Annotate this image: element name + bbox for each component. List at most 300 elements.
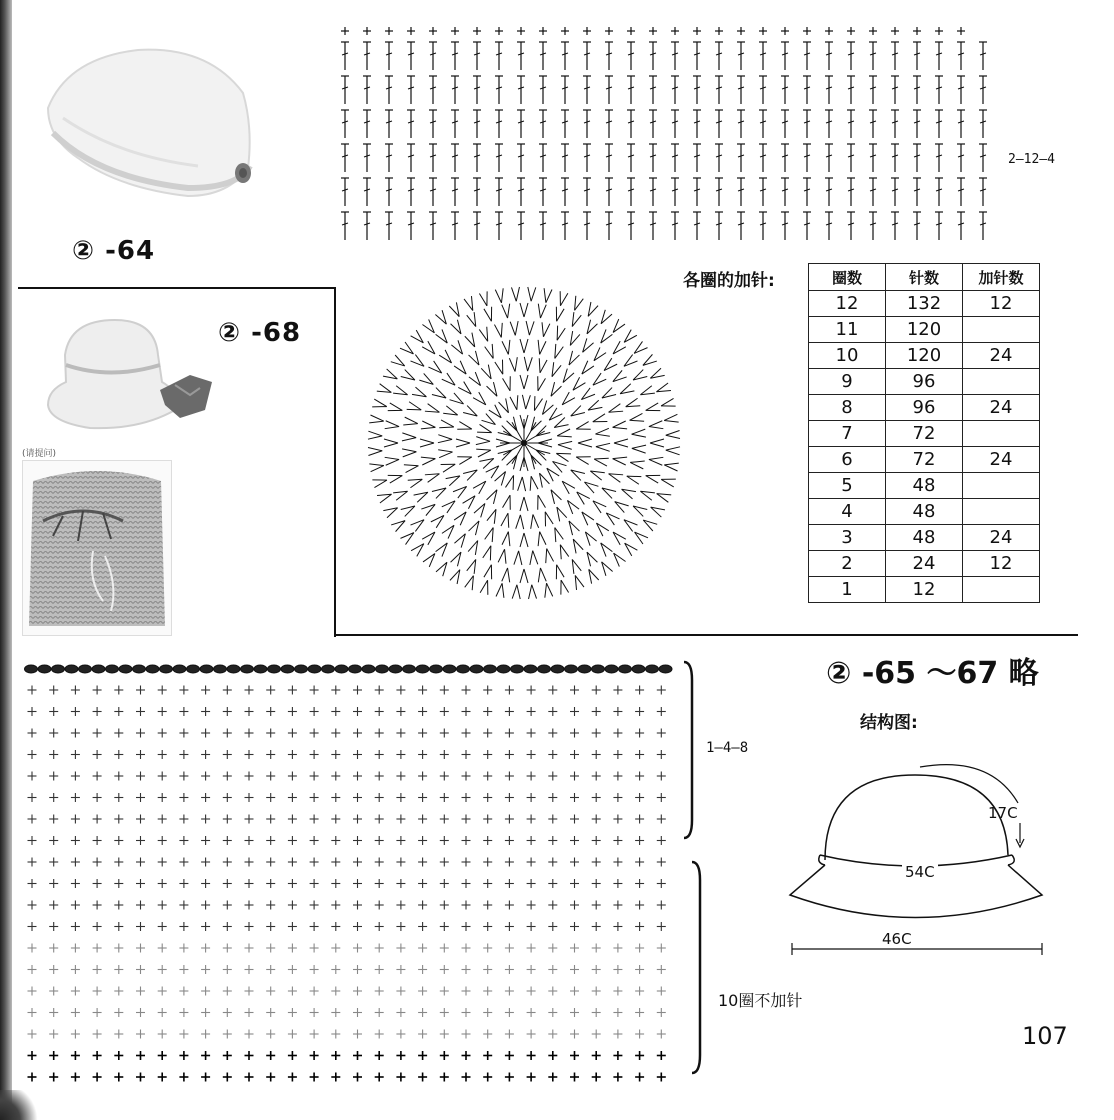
single-crochet-mark <box>28 1051 37 1060</box>
single-crochet-mark <box>266 965 275 974</box>
single-crochet-mark <box>331 729 340 738</box>
double-crochet-mark <box>341 144 349 172</box>
table-row <box>809 395 1040 421</box>
round-stitch-mark <box>401 506 415 516</box>
chain-stitch-mark <box>281 665 294 673</box>
chain-stitch-mark <box>133 665 146 673</box>
chain-stitch-mark <box>241 665 254 673</box>
round-stitch-mark <box>422 319 434 332</box>
single-crochet-mark <box>440 1073 449 1082</box>
single-crochet-mark <box>223 965 232 974</box>
single-crochet-mark <box>505 858 514 867</box>
double-crochet-mark <box>385 144 393 172</box>
single-crochet-mark <box>114 965 123 974</box>
double-crochet-mark <box>473 110 481 138</box>
round-stitch-mark <box>556 565 564 580</box>
round-stitch-mark <box>502 304 510 318</box>
single-crochet-mark <box>548 987 557 996</box>
increase-cell: 24 <box>963 343 1040 369</box>
single-crochet-mark <box>331 793 340 802</box>
single-crochet-mark <box>201 1030 210 1039</box>
single-crochet-mark <box>266 879 275 888</box>
double-crochet-mark <box>539 178 547 206</box>
round-stitch-mark <box>458 382 471 394</box>
single-crochet-mark <box>331 750 340 759</box>
round-stitch-mark <box>428 361 441 373</box>
single-crochet-mark <box>353 750 362 759</box>
round-stitch-mark <box>593 501 606 513</box>
single-crochet-mark <box>613 1030 622 1039</box>
double-crochet-mark <box>935 76 943 104</box>
single-crochet-mark <box>223 901 232 910</box>
increase-table-title: 各圈的加针: <box>683 271 775 291</box>
round-stitch-mark <box>554 418 568 428</box>
single-crochet-mark <box>657 750 666 759</box>
single-crochet-mark <box>483 1008 492 1017</box>
round-stitch-mark <box>425 474 440 483</box>
round-stitch-mark <box>602 562 613 576</box>
round-stitch-mark <box>442 501 455 513</box>
round-cell: 2 <box>809 551 886 577</box>
round-stitch-mark <box>467 312 476 326</box>
round-stitch-mark <box>649 421 663 429</box>
single-crochet-mark <box>440 858 449 867</box>
single-crochet-mark <box>592 793 601 802</box>
single-crochet-mark <box>635 987 644 996</box>
double-crochet-mark <box>385 212 393 240</box>
double-crochet-mark <box>583 76 591 104</box>
chain-stitch-mark <box>578 665 591 673</box>
chain-stitch-mark <box>349 665 362 673</box>
single-crochet-mark <box>310 944 319 953</box>
single-crochet-mark <box>396 686 405 695</box>
single-crochet-mark <box>136 1030 145 1039</box>
single-crochet-mark <box>440 772 449 781</box>
single-crochet-mark <box>71 1051 80 1060</box>
single-crochet-mark <box>49 858 58 867</box>
round-stitch-mark <box>547 468 559 481</box>
double-crochet-mark <box>913 76 921 104</box>
round-stitch-mark <box>438 435 452 443</box>
chain-stitch-mark <box>632 665 645 673</box>
figure-label-65-67: ② -65 ～67 略 <box>826 656 1039 691</box>
single-crochet-mark <box>310 686 319 695</box>
round-stitch-mark <box>423 554 435 567</box>
hat-photo-64 <box>38 38 268 208</box>
hat-photo-68 <box>40 310 220 440</box>
round-stitch-mark <box>613 457 627 465</box>
double-crochet-mark <box>825 178 833 206</box>
single-crochet-mark <box>527 1008 536 1017</box>
single-crochet-mark <box>483 1073 492 1082</box>
round-stitch-mark <box>425 404 440 413</box>
single-crochet-mark <box>179 1073 188 1082</box>
single-crochet-mark <box>179 901 188 910</box>
single-crochet-mark <box>114 836 123 845</box>
round-stitch-mark <box>664 463 678 471</box>
double-crochet-mark <box>627 110 635 138</box>
single-crochet-mark <box>635 965 644 974</box>
round-stitch-mark <box>609 474 624 483</box>
single-crochet-mark <box>288 815 297 824</box>
single-crochet-mark <box>592 729 601 738</box>
single-crochet-mark <box>28 965 37 974</box>
single-crochet-mark <box>136 922 145 931</box>
round-stitch-mark <box>514 551 522 565</box>
round-stitch-mark <box>624 355 638 367</box>
double-crochet-mark <box>605 212 613 240</box>
single-crochet-mark <box>93 815 102 824</box>
single-crochet-mark <box>440 836 449 845</box>
single-crochet-mark <box>223 944 232 953</box>
single-crochet-mark <box>49 836 58 845</box>
single-crochet-mark <box>114 901 123 910</box>
round-stitch-mark <box>487 490 497 504</box>
single-crochet-mark <box>715 27 723 35</box>
round-stitch-mark <box>650 368 664 378</box>
double-crochet-mark <box>979 110 987 138</box>
single-crochet-mark <box>310 729 319 738</box>
round-stitch-mark <box>469 351 479 365</box>
double-crochet-mark <box>847 110 855 138</box>
single-crochet-mark <box>245 836 254 845</box>
double-crochet-mark <box>957 42 965 70</box>
round-stitch-mark <box>595 428 609 436</box>
chain-stitch-mark <box>443 665 456 673</box>
stitches-cell: 24 <box>886 551 963 577</box>
round-stitch-mark <box>502 532 510 546</box>
single-crochet-mark <box>223 793 232 802</box>
single-crochet-mark <box>527 815 536 824</box>
single-crochet-mark <box>158 1051 167 1060</box>
round-stitch-mark <box>557 507 567 521</box>
single-crochet-mark <box>310 858 319 867</box>
single-crochet-mark <box>28 1008 37 1017</box>
single-crochet-mark <box>28 815 37 824</box>
round-stitch-mark <box>441 464 456 472</box>
single-crochet-mark <box>418 1008 427 1017</box>
double-crochet-mark <box>803 42 811 70</box>
single-crochet-mark <box>158 686 167 695</box>
round-stitch-mark <box>596 523 608 536</box>
double-crochet-mark <box>935 110 943 138</box>
single-crochet-mark <box>266 729 275 738</box>
single-crochet-mark <box>136 1051 145 1060</box>
single-crochet-mark <box>592 836 601 845</box>
single-crochet-mark <box>266 793 275 802</box>
chain-stitch-mark <box>268 665 281 673</box>
single-crochet-mark <box>737 27 745 35</box>
round-stitch-mark <box>560 291 568 306</box>
figure-label-68: ② -68 <box>218 318 302 348</box>
double-crochet-mark <box>781 110 789 138</box>
single-crochet-mark <box>935 27 943 35</box>
round-stitch-mark <box>484 565 492 580</box>
single-crochet-mark <box>657 836 666 845</box>
single-crochet-mark <box>483 793 492 802</box>
round-stitch-mark <box>538 304 546 318</box>
hat-structure-diagram <box>780 755 1060 965</box>
round-stitch-mark <box>510 321 518 335</box>
single-crochet-mark <box>353 858 362 867</box>
single-crochet-mark <box>613 686 622 695</box>
double-crochet-mark <box>737 42 745 70</box>
single-crochet-mark <box>635 1073 644 1082</box>
single-crochet-mark <box>548 815 557 824</box>
single-crochet-mark <box>201 965 210 974</box>
double-crochet-mark <box>979 42 987 70</box>
round-stitch-mark <box>432 488 446 498</box>
single-crochet-mark <box>201 836 210 845</box>
double-crochet-mark <box>715 110 723 138</box>
round-stitch-mark <box>573 539 583 553</box>
single-crochet-mark <box>201 815 210 824</box>
chain-stitch-mark <box>254 665 267 673</box>
single-crochet-mark <box>505 987 514 996</box>
single-crochet-mark <box>245 772 254 781</box>
single-crochet-mark <box>158 922 167 931</box>
double-crochet-mark <box>451 42 459 70</box>
single-crochet-mark <box>28 686 37 695</box>
single-crochet-mark <box>375 729 384 738</box>
round-stitch-mark <box>520 497 528 511</box>
round-stitch-mark <box>582 361 594 374</box>
single-crochet-mark <box>71 686 80 695</box>
single-crochet-mark <box>201 944 210 953</box>
single-crochet-mark <box>462 750 471 759</box>
round-stitch-mark <box>538 495 546 510</box>
single-crochet-mark <box>847 27 855 35</box>
round-cell: 9 <box>809 369 886 395</box>
chain-stitch-mark <box>605 665 618 673</box>
single-crochet-mark <box>223 729 232 738</box>
chain-stitch-mark <box>308 665 321 673</box>
round-stitch-mark <box>630 461 644 469</box>
single-crochet-mark <box>93 987 102 996</box>
single-crochet-mark <box>657 707 666 716</box>
single-crochet-mark <box>613 965 622 974</box>
round-stitch-mark <box>530 476 538 491</box>
chain-stitch-mark <box>38 665 51 673</box>
double-crochet-mark <box>561 42 569 70</box>
single-crochet-mark <box>483 944 492 953</box>
single-crochet-mark <box>527 707 536 716</box>
table-row <box>809 447 1040 473</box>
single-crochet-mark <box>440 922 449 931</box>
round-stitch-mark <box>583 338 594 352</box>
single-crochet-mark <box>375 858 384 867</box>
double-crochet-mark <box>869 212 877 240</box>
single-crochet-mark <box>613 793 622 802</box>
single-crochet-mark <box>93 686 102 695</box>
single-crochet-mark <box>592 1073 601 1082</box>
round-stitch-mark <box>563 369 574 383</box>
single-crochet-mark <box>353 944 362 953</box>
round-stitch-mark <box>593 373 606 385</box>
round-stitch-mark <box>588 302 598 316</box>
single-crochet-mark <box>288 1051 297 1060</box>
single-crochet-mark <box>331 1008 340 1017</box>
single-crochet-mark <box>657 965 666 974</box>
single-crochet-mark <box>93 879 102 888</box>
double-crochet-mark <box>869 178 877 206</box>
round-stitch-mark <box>666 447 680 455</box>
double-crochet-mark <box>913 144 921 172</box>
round-stitch-mark <box>596 443 610 451</box>
single-crochet-mark <box>136 944 145 953</box>
double-crochet-mark <box>583 144 591 172</box>
double-crochet-mark <box>979 178 987 206</box>
single-crochet-mark <box>561 27 569 35</box>
single-crochet-mark <box>462 1051 471 1060</box>
single-crochet-mark <box>310 793 319 802</box>
double-crochet-mark <box>847 178 855 206</box>
round-stitch-mark <box>391 521 405 532</box>
round-stitch-mark <box>474 503 485 517</box>
single-crochet-mark <box>657 1008 666 1017</box>
single-crochet-mark <box>179 1008 188 1017</box>
single-crochet-mark <box>570 793 579 802</box>
chain-stitch-mark <box>619 665 632 673</box>
single-crochet-mark <box>570 1073 579 1082</box>
single-crochet-mark <box>331 987 340 996</box>
single-crochet-mark <box>93 1030 102 1039</box>
single-crochet-mark <box>657 772 666 781</box>
single-crochet-mark <box>375 987 384 996</box>
double-crochet-mark <box>957 144 965 172</box>
round-stitch-mark <box>400 342 413 354</box>
single-crochet-mark <box>245 1051 254 1060</box>
round-stitch-mark <box>421 504 435 515</box>
round-stitch-mark <box>512 585 520 599</box>
round-stitch-mark <box>383 508 397 518</box>
single-crochet-mark <box>288 686 297 695</box>
single-crochet-mark <box>245 922 254 931</box>
single-crochet-mark <box>440 944 449 953</box>
table-row <box>809 473 1040 499</box>
table-row <box>809 525 1040 551</box>
stitches-cell: 48 <box>886 473 963 499</box>
round-stitch-mark <box>520 375 528 389</box>
single-crochet-mark <box>49 1073 58 1082</box>
round-stitch-mark <box>401 370 415 380</box>
single-crochet-mark <box>592 987 601 996</box>
single-crochet-mark <box>288 987 297 996</box>
round-stitch-mark <box>613 341 626 354</box>
single-crochet-mark <box>462 987 471 996</box>
double-crochet-mark <box>957 178 965 206</box>
round-stitch-mark <box>626 398 641 406</box>
single-crochet-mark <box>635 1008 644 1017</box>
double-crochet-mark <box>407 42 415 70</box>
single-crochet-mark <box>605 27 613 35</box>
round-stitch-mark <box>435 310 446 324</box>
increase-cell: 24 <box>963 525 1040 551</box>
single-crochet-mark <box>245 858 254 867</box>
single-crochet-mark <box>49 1030 58 1039</box>
chain-stitch-mark <box>484 665 497 673</box>
single-crochet-mark <box>114 858 123 867</box>
double-crochet-mark <box>561 178 569 206</box>
single-crochet-mark <box>136 686 145 695</box>
increase-cell: 24 <box>963 395 1040 421</box>
single-crochet-mark <box>136 987 145 996</box>
single-crochet-mark <box>505 707 514 716</box>
single-crochet-mark <box>473 27 481 35</box>
double-crochet-mark <box>363 76 371 104</box>
single-crochet-mark <box>657 922 666 931</box>
single-crochet-mark <box>418 707 427 716</box>
round-stitch-mark <box>498 549 506 563</box>
single-crochet-mark <box>331 922 340 931</box>
round-stitch-mark <box>368 448 382 456</box>
round-stitch-mark <box>400 533 413 545</box>
round-stitch-mark <box>456 439 470 447</box>
single-crochet-mark <box>396 836 405 845</box>
round-stitch-mark <box>594 458 609 466</box>
single-crochet-mark <box>570 750 579 759</box>
round-stitch-mark <box>567 500 579 514</box>
double-crochet-mark <box>495 76 503 104</box>
single-crochet-mark <box>657 858 666 867</box>
single-crochet-mark <box>649 27 657 35</box>
single-crochet-mark <box>375 836 384 845</box>
round-stitch-mark <box>573 377 585 390</box>
single-crochet-mark <box>418 922 427 931</box>
single-crochet-mark <box>375 772 384 781</box>
single-crochet-mark <box>505 944 514 953</box>
round-stitch-mark <box>661 479 676 487</box>
stitch-chart-top <box>335 12 995 247</box>
round-stitch-mark <box>369 415 383 423</box>
double-crochet-mark <box>935 144 943 172</box>
round-stitch-mark <box>404 465 419 473</box>
round-stitch-mark <box>463 470 477 480</box>
chain-stitch-mark <box>322 665 335 673</box>
single-crochet-mark <box>657 1051 666 1060</box>
single-crochet-mark <box>462 772 471 781</box>
single-crochet-mark <box>288 879 297 888</box>
chain-stitch-mark <box>146 665 159 673</box>
single-crochet-mark <box>635 1030 644 1039</box>
double-crochet-mark <box>561 144 569 172</box>
single-crochet-mark <box>136 858 145 867</box>
single-crochet-mark <box>613 1073 622 1082</box>
round-stitch-mark <box>439 350 451 363</box>
round-stitch-mark <box>613 421 627 429</box>
round-stitch-mark <box>439 420 454 428</box>
single-crochet-mark <box>310 901 319 910</box>
single-crochet-mark <box>657 815 666 824</box>
single-crochet-mark <box>71 750 80 759</box>
single-crochet-mark <box>288 793 297 802</box>
single-crochet-mark <box>505 686 514 695</box>
single-crochet-mark <box>223 1051 232 1060</box>
single-crochet-mark <box>28 944 37 953</box>
chain-stitch-mark <box>457 665 470 673</box>
single-crochet-mark <box>201 750 210 759</box>
round-stitch-mark <box>545 583 553 597</box>
hat-detail-photo <box>22 460 172 636</box>
single-crochet-mark <box>310 750 319 759</box>
single-crochet-mark <box>245 729 254 738</box>
single-crochet-mark <box>505 901 514 910</box>
double-crochet-mark <box>583 110 591 138</box>
round-stitch-mark <box>468 541 478 555</box>
single-crochet-mark <box>331 772 340 781</box>
round-stitch-mark <box>576 457 591 465</box>
round-stitch-mark <box>421 457 435 465</box>
